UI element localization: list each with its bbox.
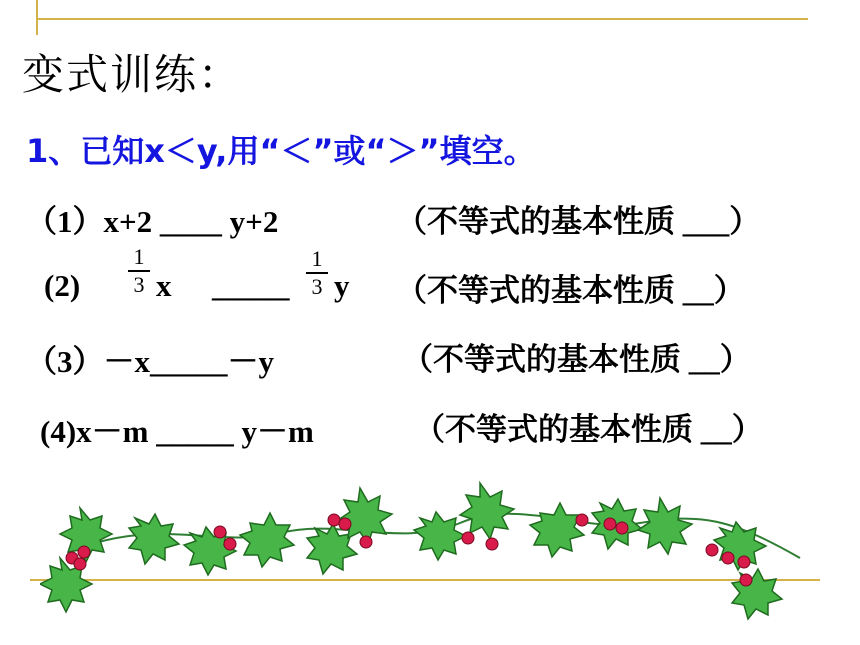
item-4-note: （不等式的基本性质 __） [414,412,763,447]
item-2-right-variable: y [334,268,350,303]
item-3-expression: （3）－x_____－y [26,344,274,379]
item-2-fraction-left [128,246,150,296]
item-1-note: （不等式的基本性质 ___） [396,204,761,239]
decorative-rule-top [36,18,808,20]
fraction-denominator: 3 [133,271,145,297]
item-2-blank[interactable]: _____ [212,268,290,303]
problem-statement: 1、已知x＜y,用“＜”或“＞”填空。 [26,132,536,170]
item-2-left-variable: x [156,268,172,303]
page-title: 变式训练： [22,50,243,99]
item-1-expression: （1）x+2 ____ y+2 [26,204,279,239]
fraction-numerator: 1 [133,244,145,269]
holly-leaves [40,483,782,619]
item-2-fraction-right [306,248,328,298]
item-4-expression: (4)x－m _____ y－m [40,414,314,449]
fraction-numerator: 1 [311,246,323,271]
fraction-denominator: 3 [311,273,323,299]
item-2-note: （不等式的基本性质 __） [396,273,745,308]
holly-garland-image [40,478,830,628]
item-3-note: （不等式的基本性质 __） [402,342,751,377]
item-2-label-text: (2) [44,268,81,303]
